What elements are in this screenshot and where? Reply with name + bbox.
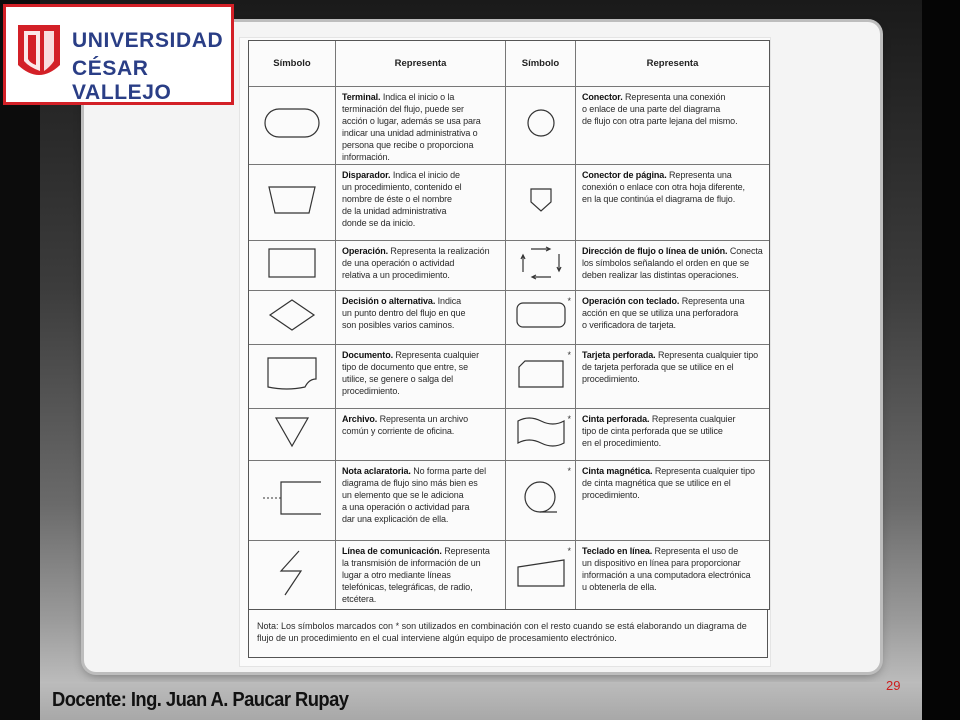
- symbol-name: Terminal.: [342, 92, 381, 102]
- decision-icon: [269, 299, 315, 336]
- description-cell: [336, 87, 506, 165]
- electronic-marker: *: [567, 414, 571, 424]
- operation-icon: [268, 248, 316, 283]
- symbol-name: Archivo.: [342, 414, 378, 424]
- file-icon: [275, 417, 309, 452]
- symbol-cell: [249, 345, 336, 409]
- symbol-cell: [249, 241, 336, 291]
- symbol-name: Línea de comunicación.: [342, 546, 442, 556]
- symbol-description: Representa una conexión o enlace con otra hoja diferente, en la que continúa el diagrama de flujo.: [582, 170, 745, 204]
- symbol-description: Representa una conexión o enlace de una parte del diagrama de flujo con otra parte lejana del mismo.: [582, 92, 738, 126]
- description-cell: [336, 241, 506, 291]
- logo-text-line1: UNIVERSIDAD: [72, 29, 224, 52]
- electronic-marker: *: [567, 466, 571, 476]
- symbol-name: Cinta perforada.: [582, 414, 650, 424]
- description-cell: [336, 541, 506, 609]
- slide-page-number: 29: [886, 678, 901, 693]
- description-cell: [336, 461, 506, 541]
- connector-icon: [526, 108, 556, 143]
- page-connector-icon: [530, 188, 552, 217]
- symbol-cell: [249, 291, 336, 345]
- electronic-marker: *: [567, 350, 571, 360]
- header-represents: Representa: [336, 41, 506, 87]
- symbol-description: Representa cualquier tipo de cinta perforada que se utilice en el procedimiento.: [582, 414, 736, 448]
- symbol-description: Representa un archivo común y corriente de oficina.: [342, 414, 469, 436]
- symbol-description: Representa el uso de un dispositivo en línea para proporcionar información a una computadora electrónica u obtenerla de ella.: [582, 546, 751, 592]
- symbol-cell: [506, 409, 576, 461]
- symbol-description: No forma parte del diagrama de flujo sino más bien es un elemento que se le adiciona a una operación o actividad para dar una explicación de ella.: [342, 466, 486, 524]
- symbol-cell: [506, 291, 576, 345]
- description-cell: [576, 345, 769, 409]
- table-note: Nota: Los símbolos marcados con * son utilizados en combinación con el resto cuando se está elaborando un diagrama de flujo de un procedimiento en el cual interviene algún equipo de procesamiento electrónico.: [248, 610, 768, 658]
- symbol-cell: [249, 541, 336, 609]
- symbol-description: Indica el inicio de un procedimiento, contenido el nombre de éste o el nombre de la unidad administrativa donde se da inicio.: [342, 170, 462, 228]
- symbol-name: Decisión o alternativa.: [342, 296, 436, 306]
- punched-tape-icon: [517, 417, 565, 452]
- punched-card-icon: [518, 360, 564, 393]
- description-cell: [576, 87, 769, 165]
- communication-line-icon: [277, 549, 307, 602]
- symbol-cell: [506, 241, 576, 291]
- university-logo: [3, 4, 234, 105]
- symbol-description: Indica el inicio o la terminación del flujo, puede ser acción o lugar, además se usa para indicar una unidad administrativa o persona que recibe o proporciona información.: [342, 92, 481, 162]
- symbol-description: Representa la realización de una operación o actividad relativa a un procedimiento.: [342, 246, 490, 280]
- header-symbol: Símbolo: [506, 41, 576, 87]
- online-keyboard-icon: [517, 559, 565, 592]
- description-cell: [576, 461, 769, 541]
- symbol-description: Representa cualquier tipo de cinta magnética que se utilice en el procedimiento.: [582, 466, 755, 500]
- keyboard-operation-icon: [516, 302, 566, 333]
- description-cell: [576, 409, 769, 461]
- symbol-name: Operación.: [342, 246, 389, 256]
- symbol-name: Dirección de flujo o línea de unión.: [582, 246, 728, 256]
- description-cell: [336, 165, 506, 241]
- symbol-name: Cinta magnética.: [582, 466, 653, 476]
- symbol-name: Operación con teclado.: [582, 296, 680, 306]
- symbol-description: Representa una acción en que se utiliza una perforadora o verificadora de tarjeta.: [582, 296, 745, 330]
- symbol-cell: [249, 165, 336, 241]
- flowchart-symbols-document: [240, 38, 770, 666]
- flow-direction-icon: [519, 246, 563, 285]
- symbol-cell: [506, 165, 576, 241]
- description-cell: [336, 409, 506, 461]
- header-symbol: Símbolo: [249, 41, 336, 87]
- symbol-name: Conector de página.: [582, 170, 667, 180]
- symbol-cell: [249, 461, 336, 541]
- trigger-icon: [267, 185, 317, 220]
- symbol-description: Representa la transmisión de información de un lugar a otro mediante líneas telefónicas, telegráficas, de radio, etcétera.: [342, 546, 490, 604]
- symbol-cell: [249, 409, 336, 461]
- symbol-name: Disparador.: [342, 170, 391, 180]
- description-cell: [336, 291, 506, 345]
- symbol-description: Conecta los símbolos señalando el orden en que se deben realizar las distintas operaciones.: [582, 246, 763, 280]
- description-cell: [576, 165, 769, 241]
- terminal-icon: [264, 108, 320, 143]
- symbol-cell: [506, 87, 576, 165]
- description-cell: [336, 345, 506, 409]
- symbol-description: Representa cualquier tipo de documento que entre, se utilice, se genere o salga del procedimiento.: [342, 350, 479, 396]
- header-represents: Representa: [576, 41, 769, 87]
- electronic-marker: *: [567, 296, 571, 306]
- annotation-icon: [261, 480, 323, 521]
- symbol-name: Documento.: [342, 350, 394, 360]
- right-edge-strip: [922, 0, 960, 720]
- description-cell: [576, 241, 769, 291]
- symbol-name: Conector.: [582, 92, 623, 102]
- ucv-emblem-icon: [14, 21, 64, 87]
- magnetic-tape-icon: [523, 481, 559, 520]
- electronic-marker: *: [567, 546, 571, 556]
- teacher-credit: Docente: Ing. Juan A. Paucar Rupay: [52, 689, 349, 711]
- logo-text-line2: CÉSAR VALLEJO: [72, 57, 172, 104]
- symbol-name: Tarjeta perforada.: [582, 350, 656, 360]
- symbol-cell: [506, 345, 576, 409]
- document-icon: [267, 357, 317, 396]
- symbol-cell: [249, 87, 336, 165]
- description-cell: [576, 541, 769, 609]
- description-cell: [576, 291, 769, 345]
- symbol-cell: [506, 541, 576, 609]
- symbol-cell: [506, 461, 576, 541]
- symbol-name: Teclado en línea.: [582, 546, 653, 556]
- symbol-description: Representa cualquier tipo de tarjeta perforada que se utilice en el procedimiento.: [582, 350, 759, 384]
- symbol-name: Nota aclaratoria.: [342, 466, 411, 476]
- symbol-description: Indica un punto dentro del flujo en que son posibles varios caminos.: [342, 296, 466, 330]
- symbols-table: [248, 40, 770, 610]
